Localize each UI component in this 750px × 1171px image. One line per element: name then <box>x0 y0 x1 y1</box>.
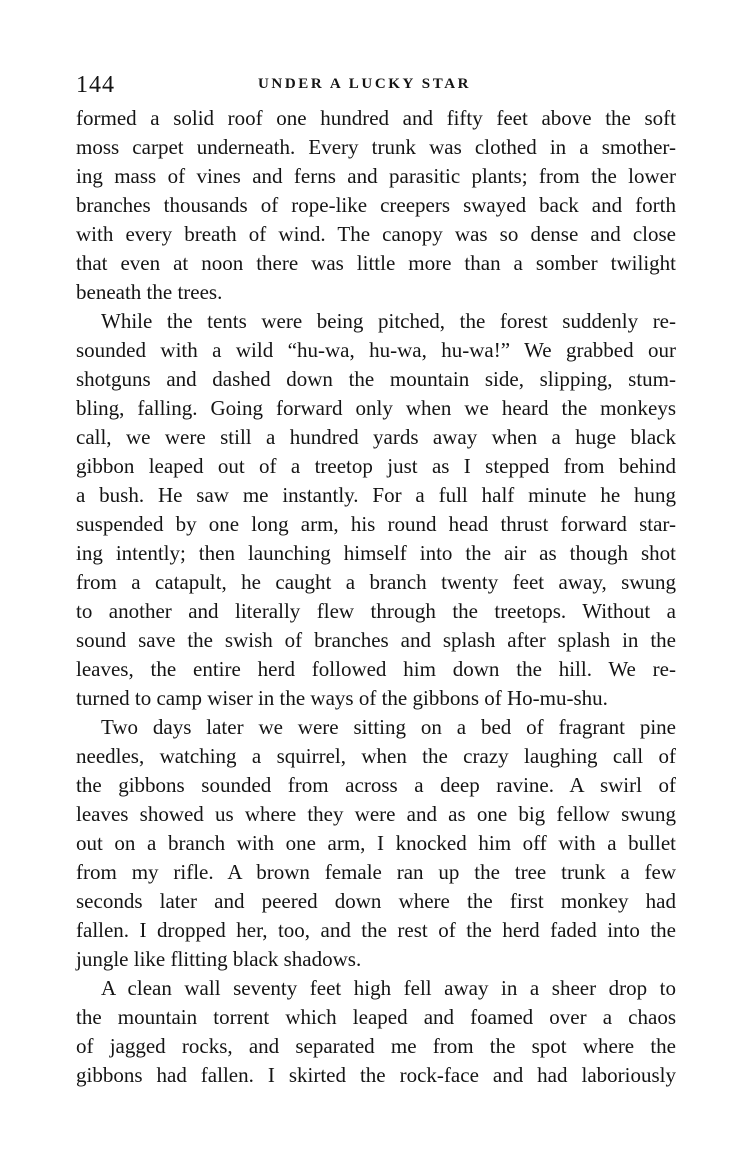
body-text <box>76 104 676 1090</box>
text-line: ing mass of vines and ferns and parasitic plants; from the lower <box>76 164 676 188</box>
text-line: call, we were still a hundred yards away when a huge black <box>76 425 676 449</box>
text-line: A clean wall seventy feet high fell away in a sheer drop to <box>101 976 676 1000</box>
text-line: gibbon leaped out of a treetop just as I stepped from behind <box>76 454 676 478</box>
text-line: with every breath of wind. The canopy was so dense and close <box>76 222 676 246</box>
text-line: shotguns and dashed down the mountain side, slipping, stum- <box>76 367 676 391</box>
text-line: needles, watching a squirrel, when the crazy laughing call of <box>76 744 676 768</box>
text-line: from a catapult, he caught a branch twenty feet away, swung <box>76 570 676 594</box>
text-line: leaves showed us where they were and as one big fellow swung <box>76 802 676 826</box>
text-line: sound save the swish of branches and splash after splash in the <box>76 628 676 652</box>
text-line: ing intently; then launching himself into the air as though shot <box>76 541 676 565</box>
paragraph-4 <box>76 974 676 1090</box>
text-line: the gibbons sounded from across a deep ravine. A swirl of <box>76 773 676 797</box>
text-line: seconds later and peered down where the first monkey had <box>76 889 676 913</box>
text-line: a bush. He saw me instantly. For a full half minute he hung <box>76 483 676 507</box>
text-line: branches thousands of rope-like creepers swayed back and forth <box>76 193 676 217</box>
text-line: fallen. I dropped her, too, and the rest of the herd faded into the <box>76 918 676 942</box>
running-head <box>76 70 676 102</box>
text-line: leaves, the entire herd followed him down the hill. We re- <box>76 657 676 681</box>
text-line: that even at noon there was little more than a somber twilight <box>76 251 676 275</box>
paragraph-3 <box>76 713 676 974</box>
text-line: bling, falling. Going forward only when we heard the monkeys <box>76 396 676 420</box>
running-title: UNDER A LUCKY STAR <box>258 76 472 92</box>
text-line: gibbons had fallen. I skirted the rock-face and had laboriously <box>76 1063 676 1087</box>
text-line: moss carpet underneath. Every trunk was clothed in a smother- <box>76 135 676 159</box>
text-line: While the tents were being pitched, the forest suddenly re- <box>101 309 676 333</box>
text-line: beneath the trees. <box>76 280 223 304</box>
text-line: out on a branch with one arm, I knocked him off with a bullet <box>76 831 676 855</box>
text-line: sounded with a wild “hu-wa, hu-wa, hu-wa!” We grabbed our <box>76 338 676 362</box>
text-line: from my rifle. A brown female ran up the tree trunk a few <box>76 860 676 884</box>
text-line: formed a solid roof one hundred and fifty feet above the soft <box>76 106 676 130</box>
text-line: jungle like flitting black shadows. <box>76 947 362 971</box>
text-line: Two days later we were sitting on a bed of fragrant pine <box>101 715 676 739</box>
text-line: turned to camp wiser in the ways of the gibbons of Ho-mu-shu. <box>76 686 608 710</box>
text-line: to another and literally flew through the treetops. Without a <box>76 599 676 623</box>
text-line: the mountain torrent which leaped and foamed over a chaos <box>76 1005 676 1029</box>
page-number: 144 <box>76 72 115 98</box>
paragraph-1 <box>76 104 676 307</box>
paragraph-2 <box>76 307 676 713</box>
text-line: suspended by one long arm, his round head thrust forward star- <box>76 512 676 536</box>
text-line: of jagged rocks, and separated me from the spot where the <box>76 1034 676 1058</box>
